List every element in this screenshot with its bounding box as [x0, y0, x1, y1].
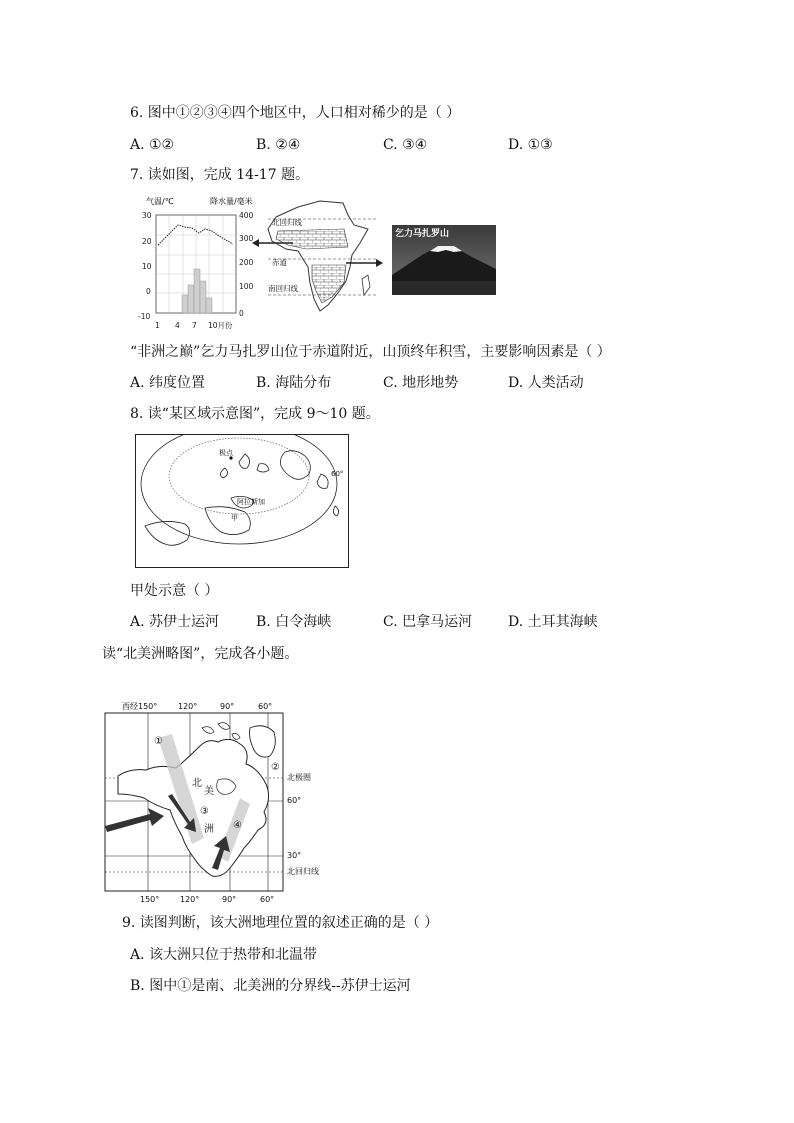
q7-option-a: A. 纬度位置	[130, 375, 206, 391]
lat-60-label: 60°	[331, 470, 344, 478]
q8-question: 甲处示意（ ）	[130, 583, 219, 599]
chart-left-tick: 30	[142, 211, 152, 220]
right-lat-label: 30°	[287, 851, 302, 860]
continent-char: 美	[204, 786, 214, 797]
africa-map-figure	[248, 195, 383, 325]
chart-x-tick: 1	[155, 321, 160, 330]
tropic-south-label: 南回归线	[268, 284, 298, 293]
chart-x-tick: 7	[192, 321, 197, 330]
chart-left-tick: 0	[146, 287, 151, 296]
region-marker-2: ②	[271, 762, 280, 773]
q8-stem: 8. 读“某区域示意图”，完成 9～10 题。	[130, 406, 380, 422]
climate-chart-figure	[138, 195, 263, 335]
tropic-north-label: 北回归线	[272, 218, 302, 227]
right-lat-label: 北极圈	[287, 773, 311, 782]
q8-option-d: D. 土耳其海峡	[508, 614, 598, 630]
chart-right-tick: 0	[239, 309, 244, 318]
chart-left-tick: -10	[138, 312, 151, 321]
chart-ylabel-left: 气温/℃	[146, 197, 174, 206]
equator-label: 赤道	[272, 258, 287, 267]
right-lat-label: 北回归线	[287, 867, 319, 876]
region-marker-4: ④	[233, 820, 242, 831]
q6-stem: 6. 图中①②③④四个地区中，人口相对稀少的是（ ）	[130, 105, 461, 121]
continent-char: 洲	[204, 824, 214, 835]
region-map-figure	[135, 434, 349, 568]
q9-option-a: A. 该大洲只位于热带和北温带	[130, 947, 318, 963]
arrow-head-right	[376, 259, 383, 267]
q8-option-b: B. 白令海峡	[256, 614, 332, 630]
q9-option-b: B. 图中①是南、北美洲的分界线--苏伊士运河	[130, 978, 411, 994]
bottom-lon-label: 60°	[260, 895, 275, 904]
arrow-head-left	[252, 239, 259, 247]
q8-option-a: A. 苏伊士运河	[130, 614, 220, 630]
bottom-lon-label: 150°	[140, 895, 160, 904]
q6-option-b: B. ②④	[256, 137, 301, 153]
top-lon-label: 西经150°	[122, 702, 158, 711]
top-lon-label: 60°	[258, 702, 273, 711]
region-marker-1: ①	[154, 736, 163, 747]
q7-option-b: B. 海陆分布	[256, 375, 332, 391]
q8-option-c: C. 巴拿马运河	[383, 614, 473, 630]
bottom-lon-label: 90°	[222, 895, 237, 904]
chart-right-tick: 100	[239, 282, 254, 291]
section-intro: 读“北美洲略图”，完成各小题。	[102, 646, 299, 662]
kilimanjaro-photo	[392, 225, 496, 295]
q7-stem: 7. 读如图，完成 14-17 题。	[130, 167, 310, 183]
q6-option-d: D. ①③	[508, 137, 553, 153]
chart-ylabel-right: 降水量/毫米	[210, 197, 253, 206]
jia-label: 甲	[231, 514, 238, 522]
q7-option-d: D. 人类活动	[508, 375, 584, 391]
continent-char: 北	[192, 778, 202, 789]
precipitation-bars	[182, 269, 212, 313]
chart-right-tick: 400	[239, 211, 254, 220]
pole-label: 极点	[219, 449, 233, 457]
q9-stem: 9. 读图判断，该大洲地理位置的叙述正确的是（ ）	[122, 915, 439, 931]
photo-caption: 乞力马扎罗山	[395, 229, 450, 239]
q7-question: “非洲之巅”乞力马扎罗山位于赤道附近，山顶终年积雪，主要影响因素是（ ）	[130, 344, 611, 360]
madagascar	[362, 275, 370, 295]
q6-option-c: C. ③④	[383, 137, 428, 153]
alaska-label: 阿拉斯加	[237, 498, 265, 506]
chart-left-tick: 10	[142, 262, 152, 271]
q7-option-c: C. 地形地势	[383, 375, 459, 391]
chart-right-tick: 200	[239, 258, 254, 267]
top-lon-label: 90°	[220, 702, 235, 711]
bottom-lon-label: 120°	[180, 895, 200, 904]
q6-option-a: A. ①②	[130, 137, 175, 153]
region-marker-3: ③	[200, 806, 209, 817]
chart-left-tick: 20	[142, 237, 152, 246]
right-lat-label: 60°	[287, 796, 302, 805]
north-america-map-figure	[100, 698, 330, 904]
chart-x-tick: 4	[175, 321, 180, 330]
top-lon-label: 120°	[178, 702, 198, 711]
chart-x-tick: 10月份	[208, 321, 233, 330]
chart-right-tick: 300	[239, 234, 254, 243]
